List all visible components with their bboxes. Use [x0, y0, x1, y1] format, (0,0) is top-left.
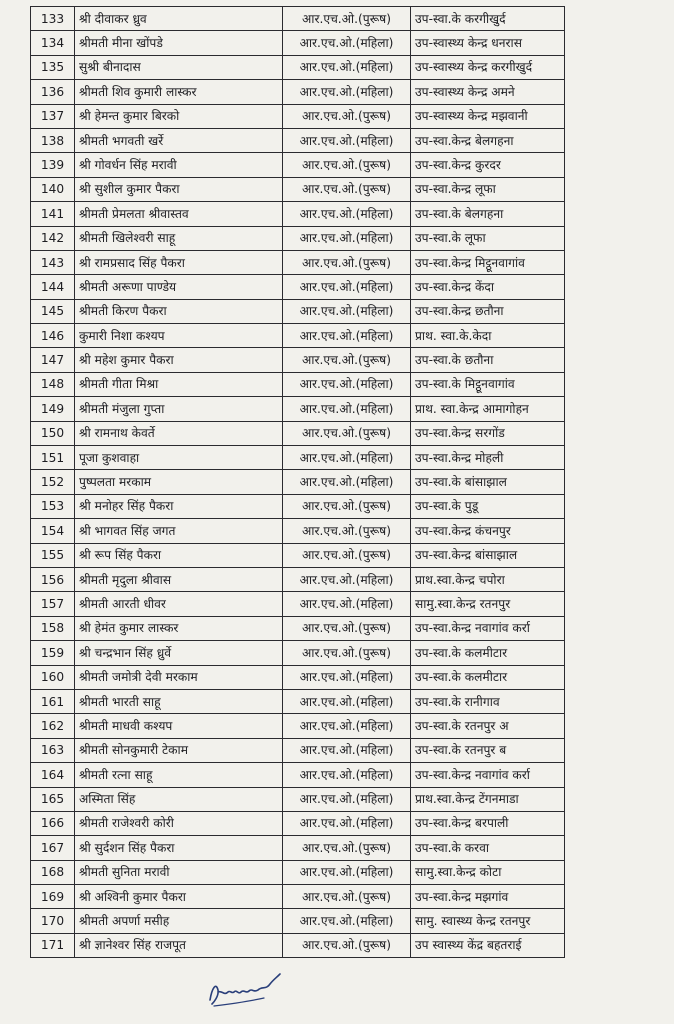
post-cell: आर.एच.ओ.(महिला): [283, 397, 411, 421]
serial-number-cell: 136: [31, 80, 75, 104]
table-row: [31, 909, 565, 933]
table-row: [31, 128, 565, 152]
table-row: [31, 104, 565, 128]
employee-name-cell: श्रीमती भारती साहू: [75, 689, 283, 713]
serial-number-cell: 148: [31, 372, 75, 396]
serial-number-cell: 145: [31, 299, 75, 323]
roster-body: [31, 7, 565, 958]
posting-place-cell: उप-स्वा.केन्द्र नवागांव कर्रा: [411, 763, 565, 787]
employee-name-cell: श्रीमती मंजुला गुप्ता: [75, 397, 283, 421]
employee-name-cell: श्रीमती माधवी कश्यप: [75, 714, 283, 738]
post-cell: आर.एच.ओ.(महिला): [283, 299, 411, 323]
employee-name-cell: श्री भागवत सिंह जगत: [75, 519, 283, 543]
post-cell: आर.एच.ओ.(पुरूष): [283, 519, 411, 543]
employee-name-cell: श्री महेश कुमार पैकरा: [75, 348, 283, 372]
employee-name-cell: श्री सुशील कुमार पैकरा: [75, 177, 283, 201]
employee-name-cell: पुष्पलता मरकाम: [75, 470, 283, 494]
post-cell: आर.एच.ओ.(महिला): [283, 689, 411, 713]
employee-name-cell: श्री रूप सिंह पैकरा: [75, 543, 283, 567]
table-row: [31, 372, 565, 396]
handwritten-signature: [206, 962, 286, 1012]
posting-place-cell: उप-स्वा.केन्द्र छतौना: [411, 299, 565, 323]
post-cell: आर.एच.ओ.(पुरूष): [283, 153, 411, 177]
employee-name-cell: श्रीमती सोनकुमारी टेकाम: [75, 738, 283, 762]
employee-name-cell: श्री हेमन्त कुमार बिरको: [75, 104, 283, 128]
table-row: [31, 226, 565, 250]
table-row: [31, 55, 565, 79]
posting-place-cell: उप-स्वा.केन्द्र मिट्ठूनवागांव: [411, 250, 565, 274]
employee-name-cell: श्रीमती आरती धीवर: [75, 592, 283, 616]
table-row: [31, 177, 565, 201]
serial-number-cell: 153: [31, 494, 75, 518]
post-cell: आर.एच.ओ.(महिला): [283, 738, 411, 762]
posting-place-cell: प्राथ. स्वा.के.केदा: [411, 324, 565, 348]
serial-number-cell: 142: [31, 226, 75, 250]
serial-number-cell: 147: [31, 348, 75, 372]
posting-place-cell: उप स्वास्थ्य केंद्र बहतराई: [411, 933, 565, 957]
posting-place-cell: उप-स्वास्थ्य केन्द्र मझवानी: [411, 104, 565, 128]
table-row: [31, 153, 565, 177]
posting-place-cell: उप-स्वास्थ्य केन्द्र धनरास: [411, 31, 565, 55]
post-cell: आर.एच.ओ.(पुरूष): [283, 421, 411, 445]
serial-number-cell: 164: [31, 763, 75, 787]
serial-number-cell: 151: [31, 446, 75, 470]
table-row: [31, 860, 565, 884]
employee-name-cell: सुश्री बीनादास: [75, 55, 283, 79]
employee-name-cell: श्रीमती मृदुला श्रीवास: [75, 567, 283, 591]
serial-number-cell: 133: [31, 7, 75, 31]
posting-place-cell: प्राथ.स्वा.केन्द्र चपोरा: [411, 567, 565, 591]
post-cell: आर.एच.ओ.(महिला): [283, 909, 411, 933]
table-row: [31, 592, 565, 616]
posting-place-cell: उप-स्वा.के लूफा: [411, 226, 565, 250]
post-cell: आर.एच.ओ.(पुरूष): [283, 933, 411, 957]
posting-place-cell: उप-स्वा.के रानीगाव: [411, 689, 565, 713]
table-row: [31, 324, 565, 348]
table-row: [31, 421, 565, 445]
post-cell: आर.एच.ओ.(पुरूष): [283, 7, 411, 31]
serial-number-cell: 163: [31, 738, 75, 762]
posting-place-cell: उप-स्वा.के करवा: [411, 836, 565, 860]
serial-number-cell: 143: [31, 250, 75, 274]
post-cell: आर.एच.ओ.(पुरूष): [283, 177, 411, 201]
serial-number-cell: 156: [31, 567, 75, 591]
employee-name-cell: श्री रामनाथ केवर्ते: [75, 421, 283, 445]
table-row: [31, 250, 565, 274]
table-row: [31, 641, 565, 665]
serial-number-cell: 144: [31, 275, 75, 299]
posting-place-cell: उप-स्वा.के पुडू: [411, 494, 565, 518]
serial-number-cell: 150: [31, 421, 75, 445]
employee-name-cell: श्री हेमंत कुमार लास्कर: [75, 616, 283, 640]
employee-name-cell: श्रीमती प्रेमलता श्रीवास्तव: [75, 202, 283, 226]
posting-place-cell: सामु.स्वा.केन्द्र कोटा: [411, 860, 565, 884]
employee-name-cell: श्रीमती अरूणा पाण्डेय: [75, 275, 283, 299]
serial-number-cell: 169: [31, 885, 75, 909]
serial-number-cell: 149: [31, 397, 75, 421]
table-row: [31, 202, 565, 226]
posting-place-cell: उप-स्वास्थ्य केन्द्र अमने: [411, 80, 565, 104]
posting-place-cell: उप-स्वा.केन्द्र लूफा: [411, 177, 565, 201]
post-cell: आर.एच.ओ.(महिला): [283, 324, 411, 348]
posting-place-cell: उप-स्वा.के रतनपुर अ: [411, 714, 565, 738]
employee-name-cell: श्रीमती खिलेश्वरी साहू: [75, 226, 283, 250]
posting-place-cell: उप-स्वा.केन्द्र बेलगहना: [411, 128, 565, 152]
posting-place-cell: उप-स्वा.केन्द्र बरपाली: [411, 811, 565, 835]
serial-number-cell: 134: [31, 31, 75, 55]
posting-place-cell: प्राथ. स्वा.केन्द्र आमागोहन: [411, 397, 565, 421]
employee-name-cell: श्री ज्ञानेश्वर सिंह राजपूत: [75, 933, 283, 957]
serial-number-cell: 171: [31, 933, 75, 957]
table-row: [31, 31, 565, 55]
post-cell: आर.एच.ओ.(पुरूष): [283, 250, 411, 274]
serial-number-cell: 162: [31, 714, 75, 738]
post-cell: आर.एच.ओ.(पुरूष): [283, 543, 411, 567]
serial-number-cell: 140: [31, 177, 75, 201]
employee-name-cell: अस्मिता सिंह: [75, 787, 283, 811]
table-row: [31, 787, 565, 811]
serial-number-cell: 168: [31, 860, 75, 884]
serial-number-cell: 160: [31, 665, 75, 689]
employee-name-cell: पूजा कुशवाहा: [75, 446, 283, 470]
serial-number-cell: 137: [31, 104, 75, 128]
employee-name-cell: श्रीमती रत्ना साहू: [75, 763, 283, 787]
serial-number-cell: 157: [31, 592, 75, 616]
post-cell: आर.एच.ओ.(महिला): [283, 470, 411, 494]
serial-number-cell: 158: [31, 616, 75, 640]
employee-name-cell: श्री मनोहर सिंह पैकरा: [75, 494, 283, 518]
table-row: [31, 811, 565, 835]
table-row: [31, 714, 565, 738]
post-cell: आर.एच.ओ.(पुरूष): [283, 616, 411, 640]
table-row: [31, 543, 565, 567]
employee-name-cell: श्री दीवाकर ध्रुव: [75, 7, 283, 31]
posting-place-cell: उप-स्वा.केन्द्र कंचनपुर: [411, 519, 565, 543]
serial-number-cell: 135: [31, 55, 75, 79]
posting-place-cell: सामु.स्वा.केन्द्र रतनपुर: [411, 592, 565, 616]
posting-place-cell: उप-स्वा.केन्द्र बांसाझाल: [411, 543, 565, 567]
employee-name-cell: कुमारी निशा कश्यप: [75, 324, 283, 348]
posting-place-cell: उप-स्वा.के करगीखुर्द: [411, 7, 565, 31]
serial-number-cell: 155: [31, 543, 75, 567]
table-row: [31, 446, 565, 470]
table-row: [31, 665, 565, 689]
post-cell: आर.एच.ओ.(महिला): [283, 860, 411, 884]
employee-name-cell: श्रीमती शिव कुमारी लास्कर: [75, 80, 283, 104]
table-row: [31, 933, 565, 957]
posting-place-cell: उप-स्वा.के रतनपुर ब: [411, 738, 565, 762]
post-cell: आर.एच.ओ.(महिला): [283, 567, 411, 591]
table-row: [31, 616, 565, 640]
serial-number-cell: 146: [31, 324, 75, 348]
posting-place-cell: उप-स्वा.के कलमीटार: [411, 641, 565, 665]
posting-place-cell: उप-स्वा.केन्द्र कुरदर: [411, 153, 565, 177]
table-row: [31, 348, 565, 372]
table-row: [31, 7, 565, 31]
post-cell: आर.एच.ओ.(पुरूष): [283, 641, 411, 665]
table-row: [31, 885, 565, 909]
table-row: [31, 397, 565, 421]
employee-name-cell: श्रीमती गीता मिश्रा: [75, 372, 283, 396]
post-cell: आर.एच.ओ.(महिला): [283, 714, 411, 738]
table-row: [31, 299, 565, 323]
employee-name-cell: श्री गोवर्धन सिंह मरावी: [75, 153, 283, 177]
posting-place-cell: उप-स्वा.के बांसाझाल: [411, 470, 565, 494]
post-cell: आर.एच.ओ.(महिला): [283, 446, 411, 470]
employee-name-cell: श्रीमती किरण पैकरा: [75, 299, 283, 323]
posting-place-cell: उप-स्वा.केन्द्र केंदा: [411, 275, 565, 299]
post-cell: आर.एच.ओ.(महिला): [283, 31, 411, 55]
serial-number-cell: 167: [31, 836, 75, 860]
table-row: [31, 80, 565, 104]
employee-name-cell: श्री सुर्दशन सिंह पैकरा: [75, 836, 283, 860]
employee-name-cell: श्री अश्विनी कुमार पैकरा: [75, 885, 283, 909]
staff-roster-table: [30, 6, 565, 958]
post-cell: आर.एच.ओ.(महिला): [283, 275, 411, 299]
table-row: [31, 567, 565, 591]
posting-place-cell: उप-स्वा.के बेलगहना: [411, 202, 565, 226]
post-cell: आर.एच.ओ.(महिला): [283, 202, 411, 226]
table-row: [31, 689, 565, 713]
employee-name-cell: श्रीमती जमोत्री देवी मरकाम: [75, 665, 283, 689]
posting-place-cell: उप-स्वा.के मिट्ठूनवागांव: [411, 372, 565, 396]
post-cell: आर.एच.ओ.(पुरूष): [283, 104, 411, 128]
post-cell: आर.एच.ओ.(महिला): [283, 763, 411, 787]
serial-number-cell: 141: [31, 202, 75, 226]
post-cell: आर.एच.ओ.(महिला): [283, 811, 411, 835]
posting-place-cell: उप-स्वा.के छतौना: [411, 348, 565, 372]
post-cell: आर.एच.ओ.(महिला): [283, 592, 411, 616]
posting-place-cell: उप-स्वा.केन्द्र मोहली: [411, 446, 565, 470]
table-row: [31, 836, 565, 860]
post-cell: आर.एच.ओ.(पुरूष): [283, 494, 411, 518]
serial-number-cell: 139: [31, 153, 75, 177]
employee-name-cell: श्री रामप्रसाद सिंह पैकरा: [75, 250, 283, 274]
post-cell: आर.एच.ओ.(महिला): [283, 128, 411, 152]
posting-place-cell: उप-स्वा.केन्द्र नवागांव कर्रा: [411, 616, 565, 640]
post-cell: आर.एच.ओ.(महिला): [283, 372, 411, 396]
post-cell: आर.एच.ओ.(महिला): [283, 55, 411, 79]
posting-place-cell: उप-स्वा.केन्द्र मझगांव: [411, 885, 565, 909]
employee-name-cell: श्रीमती अपर्णा मसीह: [75, 909, 283, 933]
serial-number-cell: 152: [31, 470, 75, 494]
serial-number-cell: 138: [31, 128, 75, 152]
table-row: [31, 494, 565, 518]
table-row: [31, 738, 565, 762]
serial-number-cell: 165: [31, 787, 75, 811]
serial-number-cell: 159: [31, 641, 75, 665]
employee-name-cell: श्रीमती भगवती खर्रे: [75, 128, 283, 152]
serial-number-cell: 161: [31, 689, 75, 713]
table-row: [31, 763, 565, 787]
employee-name-cell: श्रीमती मीना खोंपडे: [75, 31, 283, 55]
serial-number-cell: 154: [31, 519, 75, 543]
posting-place-cell: प्राथ.स्वा.केन्द्र टेंगनमाडा: [411, 787, 565, 811]
serial-number-cell: 166: [31, 811, 75, 835]
serial-number-cell: 170: [31, 909, 75, 933]
table-row: [31, 470, 565, 494]
posting-place-cell: उप-स्वा.केन्द्र सरगोंड: [411, 421, 565, 445]
employee-name-cell: श्री चन्द्रभान सिंह ध्रुर्वे: [75, 641, 283, 665]
post-cell: आर.एच.ओ.(पुरूष): [283, 885, 411, 909]
table-row: [31, 519, 565, 543]
posting-place-cell: सामु. स्वास्थ्य केन्द्र रतनपुर: [411, 909, 565, 933]
post-cell: आर.एच.ओ.(महिला): [283, 226, 411, 250]
table-row: [31, 275, 565, 299]
post-cell: आर.एच.ओ.(महिला): [283, 665, 411, 689]
post-cell: आर.एच.ओ.(महिला): [283, 787, 411, 811]
employee-name-cell: श्रीमती राजेश्वरी कोरी: [75, 811, 283, 835]
post-cell: आर.एच.ओ.(पुरूष): [283, 836, 411, 860]
employee-name-cell: श्रीमती सुनिता मरावी: [75, 860, 283, 884]
posting-place-cell: उप-स्वास्थ्य केन्द्र करगीखुर्द: [411, 55, 565, 79]
post-cell: आर.एच.ओ.(पुरूष): [283, 348, 411, 372]
posting-place-cell: उप-स्वा.के कलमीटार: [411, 665, 565, 689]
post-cell: आर.एच.ओ.(महिला): [283, 80, 411, 104]
